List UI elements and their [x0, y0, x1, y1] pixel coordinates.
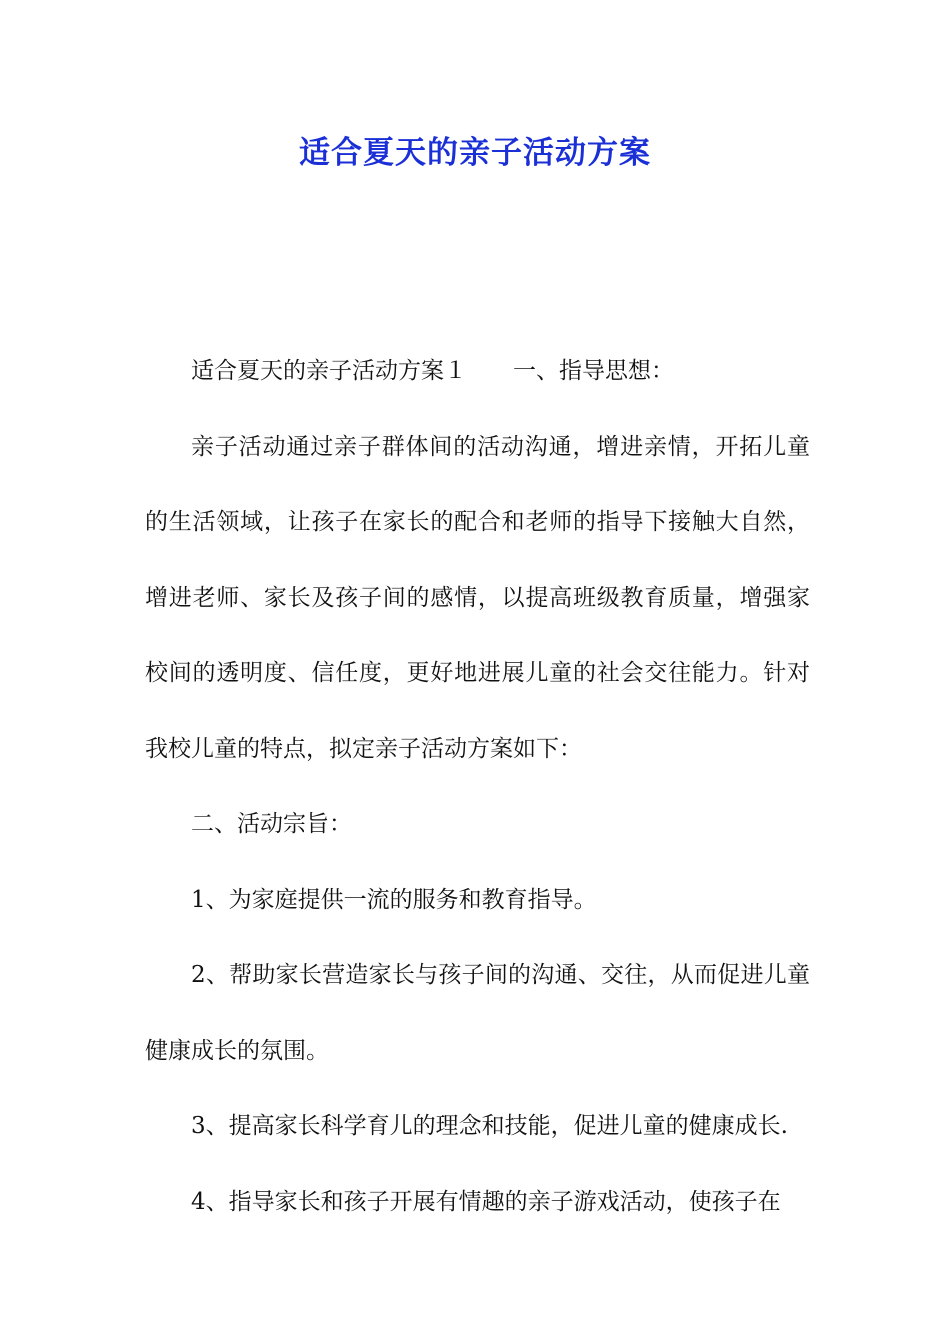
- paragraph-item-4: 4、指导家长和孩子开展有情趣的亲子游戏活动，使孩子在: [191, 1188, 781, 1215]
- paragraph-item-2: 2、帮助家长营造家长与孩子间的沟通、交往，从而促进儿童健康成长的氛围。: [145, 962, 810, 1064]
- paragraph-item-3: 3、提高家长科学育儿的理念和技能，促进儿童的健康成长.: [191, 1113, 788, 1139]
- document-body: [145, 334, 810, 1240]
- section-subheading: 一、指导思想：: [513, 358, 674, 384]
- paragraph-purpose-heading: 二、活动宗旨：: [191, 811, 352, 837]
- paragraph-guiding-idea: 亲子活动通过亲子群体间的活动沟通，增进亲情，开拓儿童的生活领域，让孩子在家长的配合和老师的指导下接触大自然，增进老师、家长及孩子间的感情，以提高班级教育质量，增强家校间的透明度、信任度，更好地进展儿童的社会交往能力。针对我校儿童的特点，拟定亲子活动方案如下：: [145, 433, 810, 762]
- document-title: 适合夏天的亲子活动方案: [299, 135, 651, 171]
- section-heading-line: [145, 334, 810, 410]
- section-heading: 适合夏天的亲子活动方案１: [191, 358, 467, 384]
- paragraph-item-1: 1、为家庭提供一流的服务和教育指导。: [191, 886, 597, 913]
